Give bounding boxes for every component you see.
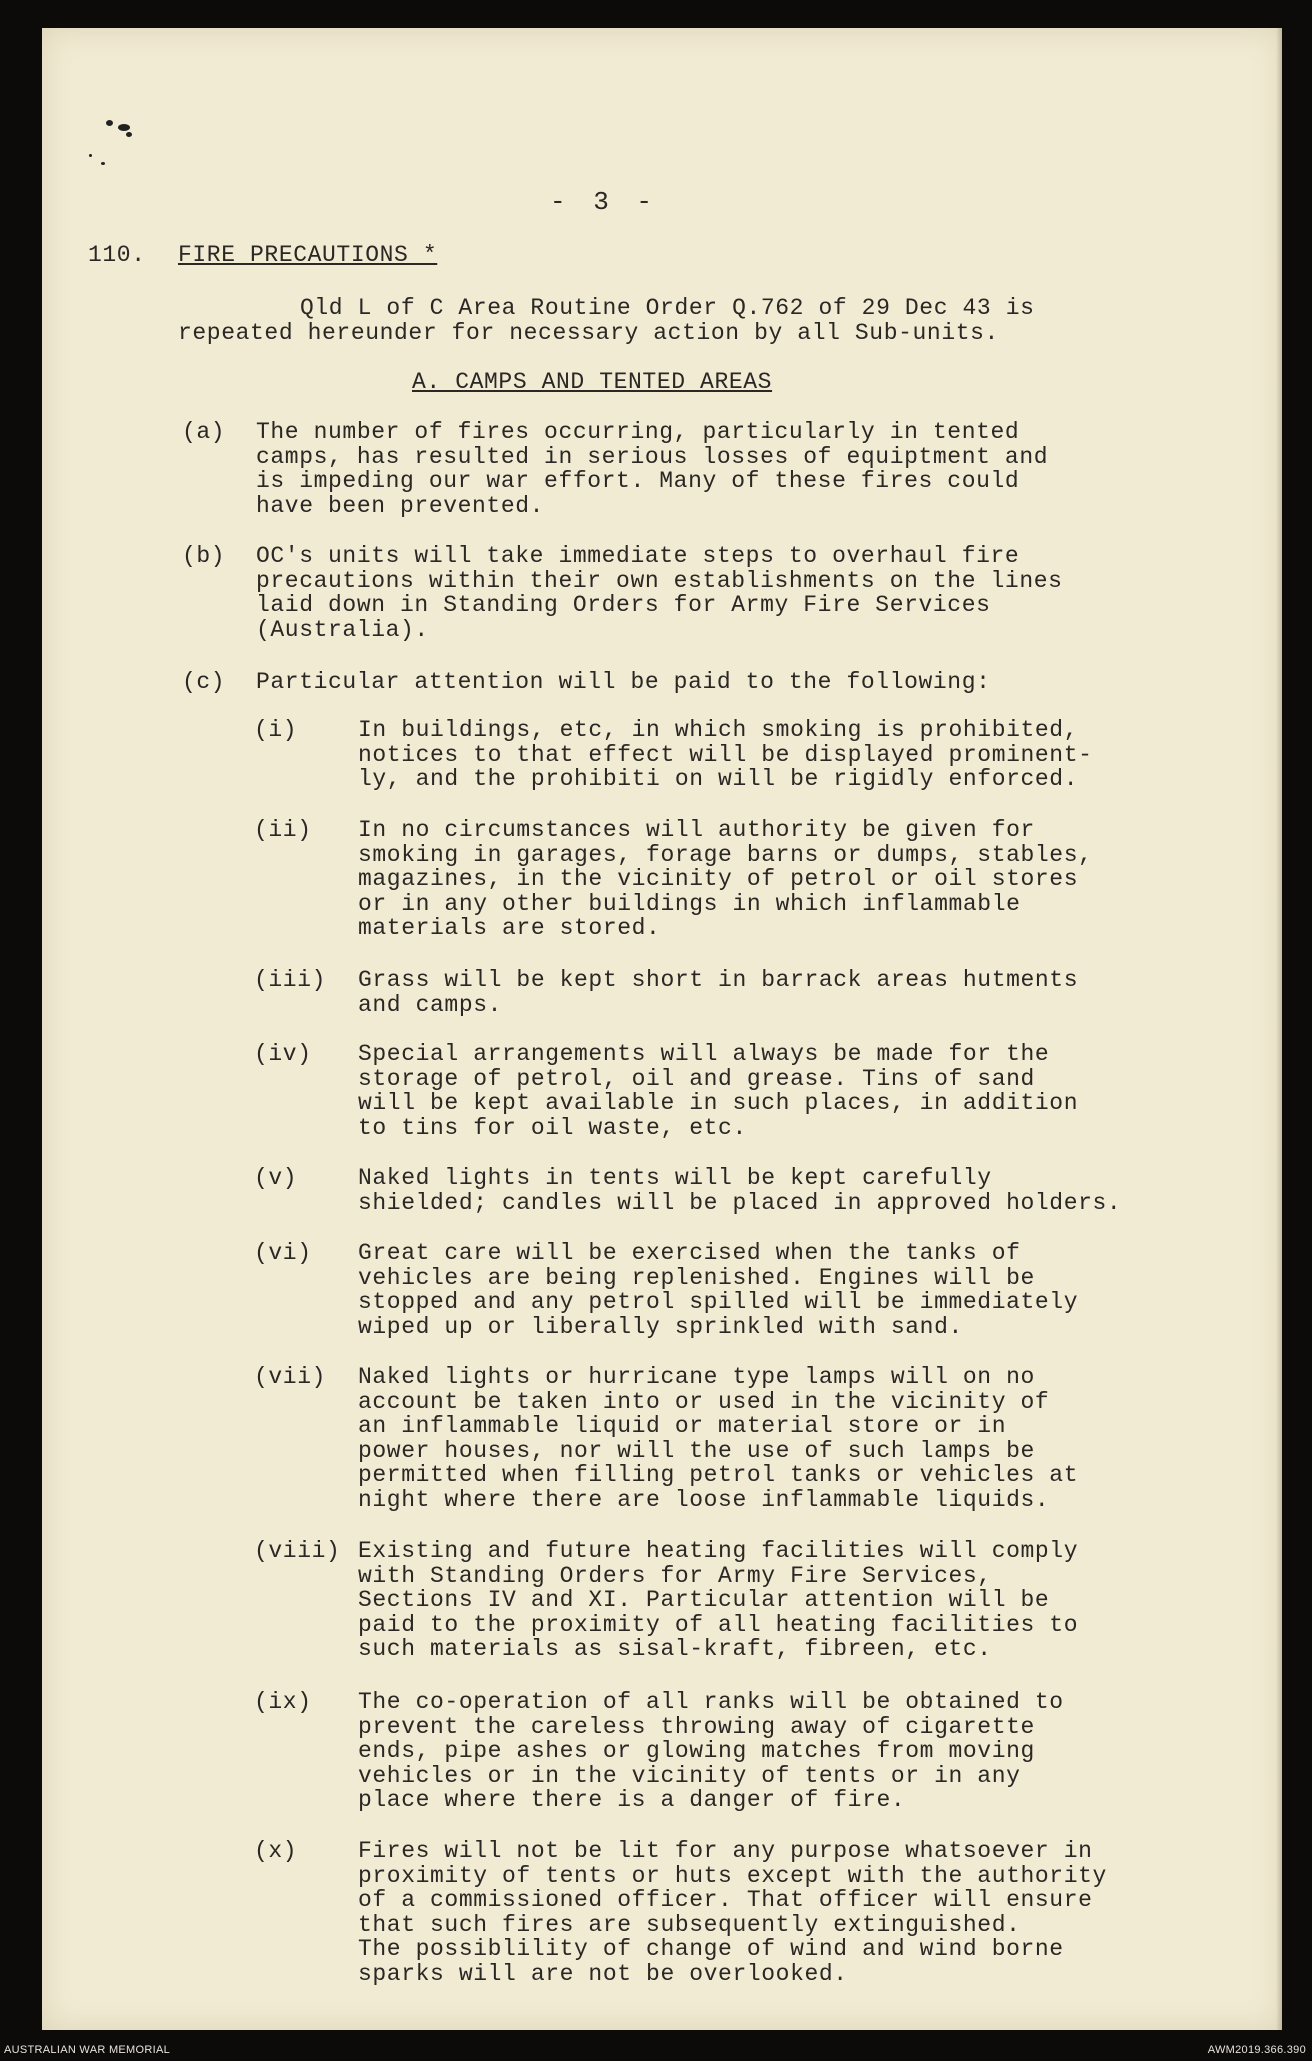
- subparagraph-line: smoking in garages, forage barns or dumps, stables,: [358, 841, 1093, 868]
- paragraph-label: (c): [182, 669, 226, 695]
- subparagraph-line: magazines, in the vicinity of petrol or oil stores: [358, 866, 1079, 893]
- subparagraph-line: night where there are loose inflammable liquids.: [358, 1487, 1050, 1513]
- subparagraph-line: storage of petrol, oil and grease. Tins of sand: [358, 1065, 1035, 1092]
- subparagraph-line: In buildings, etc, in which smoking is prohibited,: [358, 717, 1079, 743]
- subparagraph-label: (ii): [254, 817, 312, 843]
- footer-left: AUSTRALIAN WAR MEMORIAL: [4, 2044, 171, 2056]
- subparagraph-line: vehicles or in the vicinity of tents or in any: [358, 1762, 1021, 1789]
- subparagraph-line: wiped up or liberally sprinkled with sand.: [358, 1313, 963, 1340]
- subparagraph-line: notices to that effect will be displayed prominent-: [358, 741, 1093, 768]
- subparagraph-line: ends, pipe ashes or glowing matches from moving: [358, 1738, 1035, 1765]
- subparagraph-label: (i): [254, 717, 298, 743]
- subparagraph-label: (vii): [254, 1364, 327, 1390]
- subparagraph-line: and camps.: [358, 991, 503, 1018]
- subparagraph-line: Sections IV and XI. Particular attention will be: [358, 1587, 1050, 1614]
- subparagraph-line: such materials as sisal-kraft, fibreen, etc.: [358, 1636, 992, 1663]
- subheading: A. CAMPS AND TENTED AREAS: [412, 369, 773, 395]
- paragraph-line: Particular attention will be paid to the following:: [256, 669, 991, 695]
- intro-line: repeated hereunder for necessary action by all Sub-units.: [178, 320, 999, 346]
- subparagraph-line: In no circumstances will authority be given for: [358, 817, 1035, 843]
- subparagraph-label: (iii): [254, 967, 327, 993]
- subparagraph-line: The co-operation of all ranks will be obtained to: [358, 1689, 1064, 1715]
- subparagraph-line: with Standing Orders for Army Fire Services,: [358, 1562, 992, 1589]
- paragraph-line: OC's units will take immediate steps to overhaul fire: [256, 543, 1020, 569]
- subparagraph-line: to tins for oil waste, etc.: [358, 1114, 747, 1141]
- subparagraph-label: (x): [254, 1838, 298, 1864]
- subparagraph-line: ly, and the prohibiti on will be rigidly enforced.: [358, 766, 1079, 793]
- subparagraph-line: power houses, nor will the use of such lamps be: [358, 1437, 1035, 1464]
- ink-speck: [101, 162, 105, 165]
- subparagraph-label: (iv): [254, 1041, 312, 1067]
- ink-speck: [126, 132, 132, 137]
- ink-speck: [118, 124, 130, 131]
- section-title: FIRE PRECAUTIONS *: [178, 242, 438, 268]
- document-page: [42, 28, 1282, 2030]
- paragraph-label: (b): [182, 543, 226, 569]
- intro-line: Qld L of C Area Routine Order Q.762 of 29 Dec 43 is: [300, 295, 1035, 321]
- subparagraph-line: Existing and future heating facilities will comply: [358, 1538, 1079, 1564]
- subparagraph-line: The possiblility of change of wind and wind borne: [358, 1936, 1064, 1963]
- subparagraph-line: Naked lights in tents will be kept carefully: [358, 1165, 992, 1191]
- paragraph-line: camps, has resulted in serious losses of equiptment and: [256, 443, 1049, 470]
- paragraph-line: precautions within their own establishments on the lines: [256, 567, 1063, 594]
- subparagraph-label: (vi): [254, 1240, 312, 1266]
- subparagraph-line: account be taken into or used in the vicinity of: [358, 1388, 1050, 1415]
- paragraph-label: (a): [182, 419, 226, 445]
- subparagraph-line: stopped and any petrol spilled will be immediately: [358, 1289, 1079, 1316]
- ink-speck: [89, 154, 92, 157]
- subparagraph-line: Grass will be kept short in barrack areas hutments: [358, 967, 1079, 993]
- subparagraph-line: place where there is a danger of fire.: [358, 1787, 906, 1814]
- paragraph-line: laid down in Standing Orders for Army Fire Services: [256, 592, 991, 619]
- subparagraph-line: permitted when filling petrol tanks or vehicles at: [358, 1462, 1079, 1489]
- subparagraph-line: shielded; candles will be placed in approved holders.: [358, 1189, 1122, 1216]
- section-number: 110.: [88, 242, 146, 268]
- footer-right: AWM2019.366.390: [1207, 2044, 1306, 2056]
- subparagraph-line: that such fires are subsequently extinguished.: [358, 1911, 1021, 1938]
- subparagraph-line: paid to the proximity of all heating facilities to: [358, 1611, 1079, 1638]
- subparagraph-line: or in any other buildings in which inflammable: [358, 890, 1021, 917]
- subparagraph-line: prevent the careless throwing away of cigarette: [358, 1713, 1035, 1740]
- subparagraph-line: sparks will are not be overlooked.: [358, 1961, 848, 1987]
- page-number: - 3 -: [550, 187, 659, 217]
- paragraph-line: The number of fires occurring, particularly in tented: [256, 419, 1020, 445]
- subparagraph-label: (viii): [254, 1538, 341, 1564]
- subparagraph-label: (v): [254, 1165, 298, 1191]
- subparagraph-label: (ix): [254, 1689, 312, 1715]
- subparagraph-line: of a commissioned officer. That officer will ensure: [358, 1887, 1093, 1914]
- subparagraph-line: Special arrangements will always be made for the: [358, 1041, 1050, 1067]
- paragraph-line: have been prevented.: [256, 492, 545, 519]
- subparagraph-line: will be kept available in such places, in addition: [358, 1090, 1079, 1117]
- subparagraph-line: Naked lights or hurricane type lamps will on no: [358, 1364, 1035, 1390]
- subparagraph-line: proximity of tents or huts except with the authority: [358, 1862, 1107, 1889]
- paragraph-line: is impeding our war effort. Many of these fires could: [256, 468, 1020, 495]
- ink-speck: [106, 120, 113, 126]
- subparagraph-line: vehicles are being replenished. Engines will be: [358, 1264, 1035, 1291]
- subparagraph-line: an inflammable liquid or material store or in: [358, 1413, 1007, 1440]
- subparagraph-line: materials are stored.: [358, 915, 661, 942]
- paragraph-line: (Australia).: [256, 616, 429, 643]
- paper-edge: [1276, 28, 1282, 2030]
- subparagraph-line: Fires will not be lit for any purpose whatsoever in: [358, 1838, 1093, 1864]
- subparagraph-line: Great care will be exercised when the tanks of: [358, 1240, 1021, 1266]
